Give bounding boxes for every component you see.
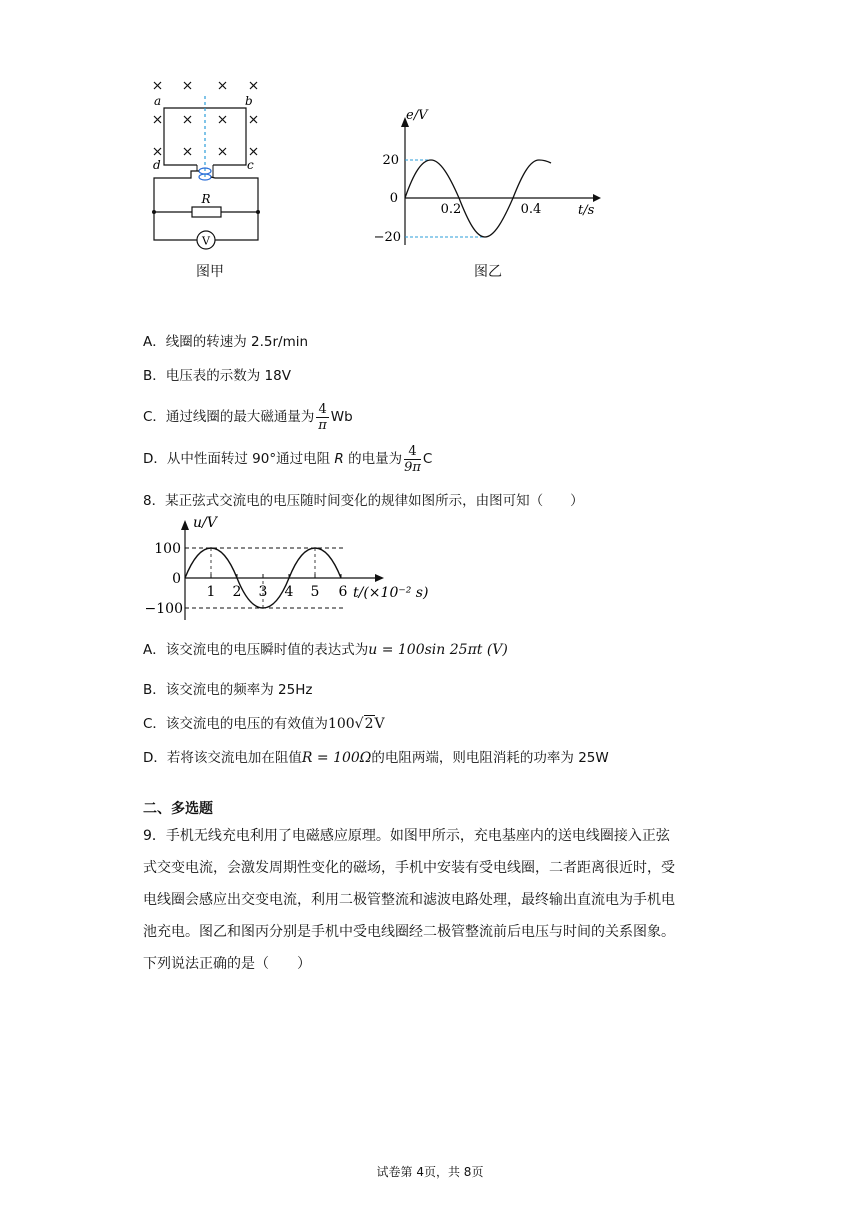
- q8-option-a[interactable]: [143, 640, 508, 660]
- q8-option-d-prefix: D．若将该交流电加在阻值: [143, 750, 302, 766]
- tick-neg100: −100: [144, 601, 183, 617]
- corner-a-label: a: [154, 94, 162, 108]
- x-tick-1: 1: [206, 584, 216, 600]
- q8-option-c-prefix: C．该交流电的电压的有效值为: [143, 716, 328, 732]
- page-footer: 试卷第 4页，共 8页: [376, 1165, 484, 1179]
- q8-option-d-suffix: 的电阻两端，则电阻消耗的功率为 25W: [371, 750, 609, 766]
- x-tick-4: 4: [284, 584, 294, 600]
- corner-c-label: c: [247, 158, 254, 172]
- fraction-numerator: 4: [318, 401, 327, 417]
- tick-0-2: 0.2: [440, 202, 462, 217]
- q7-option-c[interactable]: [143, 400, 353, 434]
- sqrt-symbol: √: [354, 716, 364, 732]
- q9-line-3: 电线圈会感应出交变电流，利用二极管整流和滤波电路处理，最终输出直流电为手机电: [143, 892, 675, 908]
- x-tick-3: 3: [258, 584, 268, 600]
- tick-0: 0: [172, 571, 181, 587]
- q8-option-a-prefix: A．该交流电的电压瞬时值的表达式为: [143, 642, 369, 658]
- q8-stem: 8．某正弦式交流电的电压随时间变化的规律如图所示，由图可知（ ）: [143, 493, 584, 509]
- q8-option-b[interactable]: B．该交流电的频率为 25Hz: [143, 682, 313, 698]
- x-tick-2: 2: [232, 584, 242, 600]
- q7-option-d[interactable]: [143, 442, 432, 476]
- corner-b-label: b: [245, 94, 253, 108]
- q8-option-c-unit: V: [374, 716, 385, 732]
- e-axis-label: e/V: [406, 108, 428, 123]
- q9-line-5: 下列说法正确的是（ ）: [143, 956, 311, 972]
- x-tick-6: 6: [338, 584, 348, 600]
- u-axis-label: u/V: [193, 515, 217, 531]
- q7-option-d-fraction: [404, 444, 421, 475]
- q7-option-c-unit: Wb: [330, 409, 353, 425]
- fraction-numerator: 4: [404, 444, 421, 460]
- figure-yi-graph: [365, 105, 610, 250]
- q9-line-4: 池充电。图乙和图丙分别是手机中受电线圈经二极管整流前后电压与时间的关系图象。: [143, 924, 675, 940]
- tick-20: 20: [382, 153, 399, 168]
- q7-option-c-prefix: C．通过线圈的最大磁通量为: [143, 409, 315, 425]
- figure-yi-caption: 图乙: [474, 264, 502, 280]
- q9-line-1: 9．手机无线充电利用了电磁感应原理。如图甲所示，充电基座内的送电线圈接入正弦: [143, 828, 670, 844]
- figure-jia-circuit: [140, 72, 270, 282]
- q9-stem: [143, 820, 733, 980]
- tick-neg20: −20: [373, 230, 401, 245]
- q7-option-d-unit: C: [422, 451, 433, 467]
- t-axis-label: t/s: [578, 203, 595, 218]
- q7-option-b[interactable]: B．电压表的示数为 18V: [143, 368, 291, 384]
- t-axis-label: t/(×10⁻² s): [353, 585, 429, 601]
- q8-option-d-formula: R = 100Ω: [301, 750, 372, 766]
- voltmeter-label: V: [202, 234, 210, 248]
- q7-option-d-prefix: D．从中性面转过 90°通过电阻: [143, 451, 335, 467]
- fraction-denominator: π: [318, 417, 327, 433]
- fraction-denominator: 9π: [404, 459, 421, 475]
- q7-option-d-var: R: [334, 451, 344, 467]
- section-heading-multi-choice: 二、多选题: [143, 801, 213, 817]
- q8-option-d[interactable]: [143, 748, 609, 768]
- q8-option-c-root: 2: [364, 716, 374, 732]
- x-tick-5: 5: [310, 584, 320, 600]
- q8-option-a-formula: u = 100sin 25πt (V): [368, 642, 508, 658]
- q8-option-c-value: 100: [327, 716, 355, 732]
- q8-u-t-graph: [143, 514, 443, 624]
- q7-option-d-mid: 的电量为: [343, 451, 403, 467]
- tick-100: 100: [154, 541, 181, 557]
- q7-option-a[interactable]: A．线圈的转速为 2.5r/min: [143, 334, 309, 350]
- tick-0-4: 0.4: [520, 202, 542, 217]
- tick-0: 0: [389, 191, 398, 206]
- resistor-R: [192, 207, 221, 217]
- figure-jia-caption: 图甲: [196, 264, 224, 280]
- q7-option-c-fraction: [316, 402, 328, 433]
- q9-line-2: 式交变电流，会激发周期性变化的磁场，手机中安装有受电线圈，二者距离很近时，受: [143, 860, 675, 876]
- q8-option-c[interactable]: [143, 714, 385, 734]
- resistor-label: R: [201, 192, 211, 206]
- corner-d-label: d: [153, 158, 161, 172]
